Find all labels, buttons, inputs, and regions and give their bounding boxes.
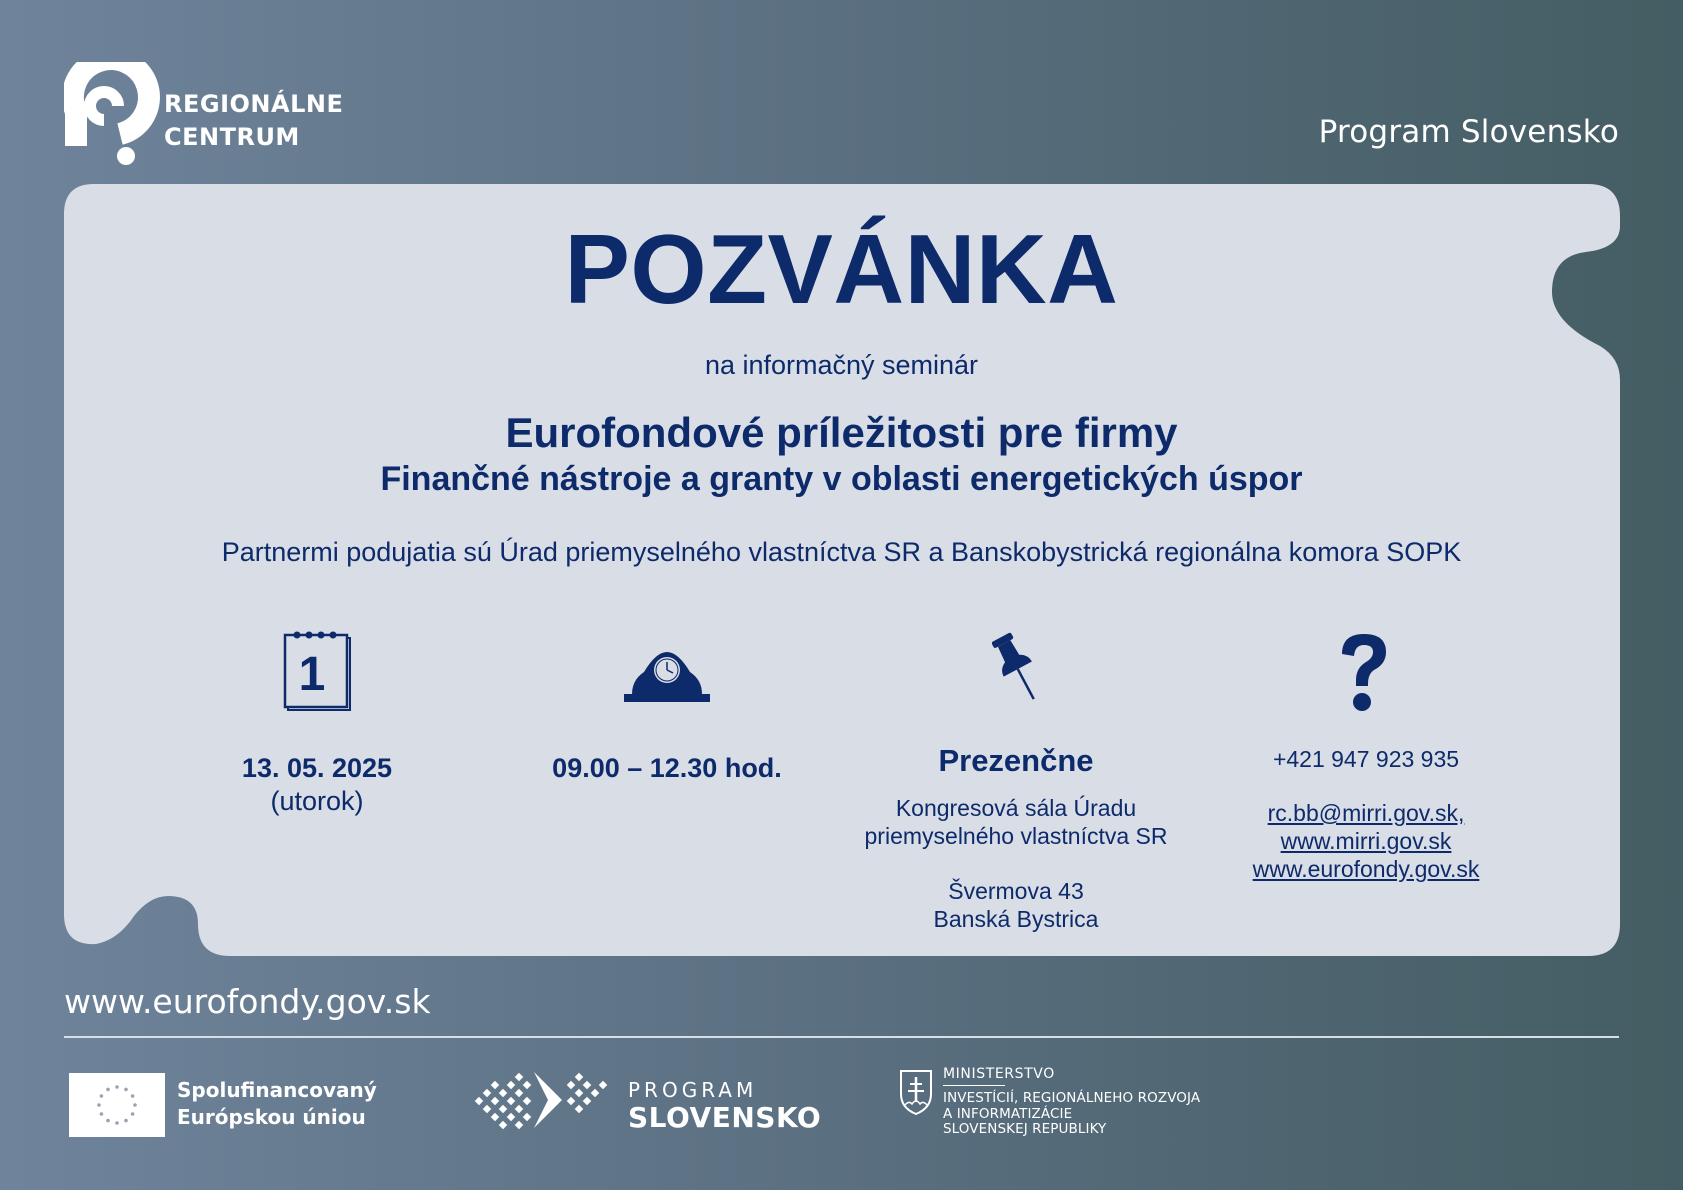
- ministry-line2: INVESTÍCIÍ, REGIONÁLNEHO ROZVOJA: [943, 1090, 1201, 1106]
- logo-text-line1: REGIONÁLNE: [164, 90, 344, 118]
- calendar-icon: [282, 630, 354, 712]
- calendar-day-number: 1: [298, 648, 326, 701]
- headline: Eurofondové príležitosti pre firmy: [505, 409, 1178, 456]
- ministry-line1: MINISTERSTVO: [943, 1066, 1055, 1082]
- ministry-line4: SLOVENSKEJ REPUBLIKY: [943, 1121, 1107, 1137]
- venue-block: [826, 744, 1206, 933]
- program-logo-line1: PROGRAM: [628, 1078, 758, 1102]
- eurofondy-web-link[interactable]: www.eurofondy.gov.sk: [1252, 856, 1480, 882]
- mirri-web-link[interactable]: www.mirri.gov.sk: [1280, 828, 1452, 854]
- program-slovensko-mark-icon: [474, 1068, 614, 1140]
- eu-text-line1: Spolufinancovaný: [177, 1078, 377, 1102]
- eu-cofunding-text: [177, 1077, 377, 1131]
- footer-divider: [64, 1036, 1619, 1038]
- venue-city: Banská Bystrica: [933, 906, 1099, 932]
- page-title: POZVÁNKA: [564, 214, 1119, 324]
- event-weekday: (utorok): [270, 786, 364, 816]
- logo-text-line2: CENTRUM: [164, 123, 300, 151]
- regional-centre-mark-icon: [64, 62, 164, 166]
- subtitle: na informačný seminár: [704, 350, 979, 380]
- subheadline: Finančné nástroje a granty v oblasti energetických úspor: [380, 460, 1303, 498]
- slovak-coat-of-arms-icon: [898, 1068, 934, 1116]
- ministry-name: [943, 1091, 1200, 1138]
- program-logo-line2: SLOVENSKO: [628, 1101, 822, 1134]
- question-mark-icon: [1334, 630, 1394, 714]
- venue-line2: priemyselného vlastníctva SR: [864, 823, 1168, 849]
- venue-street: Švermova 43: [948, 878, 1084, 904]
- footer-website[interactable]: www.eurofondy.gov.sk: [64, 982, 431, 1021]
- contact-email-link[interactable]: rc.bb@mirri.gov.sk,: [1267, 800, 1465, 826]
- regionalne-centrum-logo: [64, 62, 364, 166]
- eu-flag-icon: [69, 1073, 165, 1137]
- event-format: Prezenčne: [938, 743, 1094, 778]
- ministry-divider: [943, 1085, 1005, 1086]
- push-pin-icon: [992, 632, 1036, 706]
- eu-text-line2: Európskou úniou: [177, 1105, 366, 1129]
- ministry-line3: A INFORMATIZÁCIE: [943, 1105, 1073, 1122]
- mantel-clock-icon: [624, 650, 710, 702]
- event-date: 13. 05. 2025: [241, 753, 393, 783]
- venue-line1: Kongresová sála Úradu: [895, 795, 1137, 821]
- program-slovensko-label: Program Slovensko: [1318, 114, 1619, 150]
- contact-block: [1176, 745, 1556, 883]
- contact-phone: +421 947 923 935: [1272, 746, 1460, 772]
- time-block: [477, 751, 857, 785]
- partners-text: Partnermi podujatia sú Úrad priemyselného vlastníctva SR a Banskobystrická regionálna komora SOPK: [221, 537, 1462, 567]
- event-time: 09.00 – 12.30 hod.: [552, 753, 782, 783]
- date-block: [127, 751, 507, 817]
